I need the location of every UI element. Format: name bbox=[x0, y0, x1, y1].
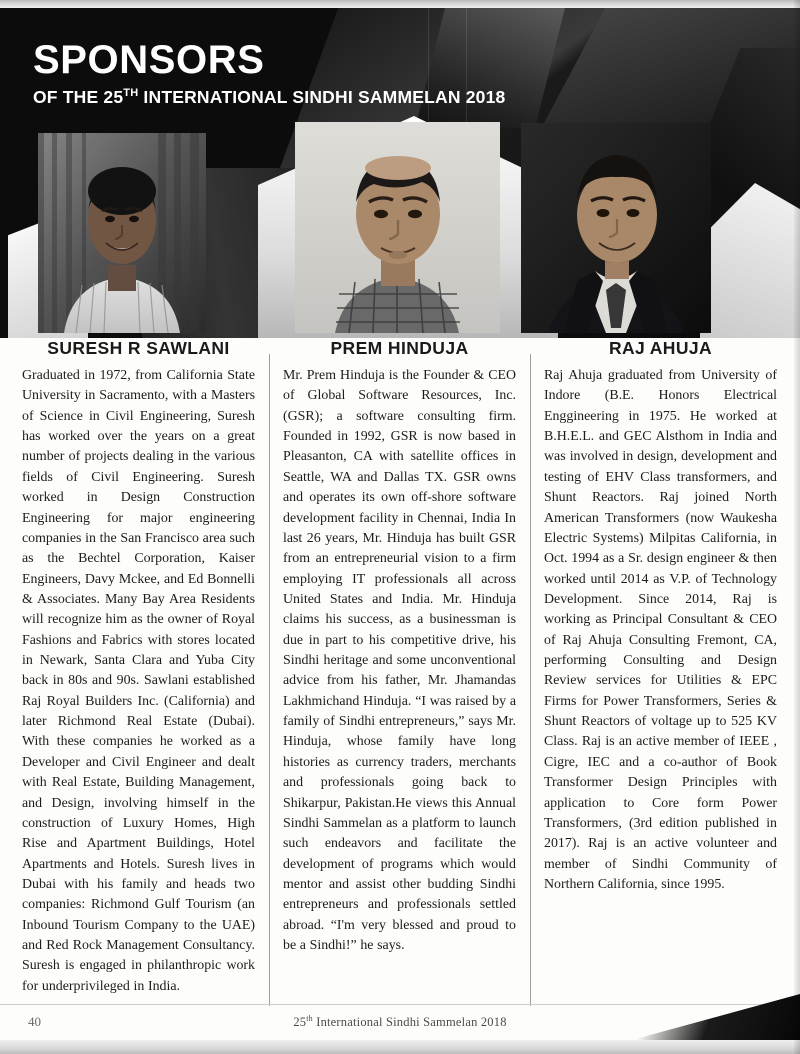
subtitle-pre: OF THE 25 bbox=[33, 87, 124, 107]
footer-ordinal-suffix: th bbox=[306, 1014, 313, 1023]
header-text-block bbox=[33, 40, 505, 108]
sponsor-columns bbox=[22, 338, 778, 1006]
sponsor-name-3: RAJ AHUJA bbox=[608, 338, 713, 358]
column-gutter-2 bbox=[516, 338, 544, 1006]
sponsor-name-2: PREM HINDUJA bbox=[330, 338, 469, 358]
page-right-edge bbox=[794, 0, 800, 1054]
page-title: SPONSORS bbox=[33, 38, 265, 82]
subtitle-post: INTERNATIONAL SINDHI SAMMELAN 2018 bbox=[138, 87, 506, 107]
portrait-suresh-r-sawlani bbox=[38, 133, 206, 333]
column-divider-1 bbox=[269, 354, 270, 1006]
sponsor-column-suresh-r-sawlani bbox=[22, 338, 255, 1006]
portrait-prem-hinduja bbox=[295, 122, 500, 333]
footer-rule bbox=[0, 1004, 800, 1005]
sponsor-column-raj-ahuja bbox=[544, 338, 777, 1006]
column-gutter-1 bbox=[255, 338, 283, 1006]
sponsor-column-prem-hinduja bbox=[283, 338, 516, 1006]
portrait-prem-hinduja-image bbox=[295, 122, 500, 333]
sponsor-bio-1: Graduated in 1972, from California State University in Sacramento, with a Masters of Science in Civil Engineering, Suresh has worked over the years on a great number of projects dealing in the various fields of Civil Engineering. Suresh worked in Design Construction Engineering for major engineering companies in the San Francisco area such as the Bechtel Corporation, Kaiser Engineers, Davy Mckee, and Ed Bonnelli & Associates. Many Bay Area Residents will recognize him as the owner of Royal Fashions and Fabrics with stores located in Newark, Santa Clara and Yuba City back in 80s and 90s. Sawlani established Raj Royal Builders Inc. (California) and later Richmond Real Estate (Dubai). With these companies he worked as a Developer and Civil Engineer and dealt with Real Estate, Building Management, and Design, involving himself in the construction of Luxury Homes, High Rise and Apartment Buildings, Hotel Apartments and Hotels. Suresh lives in Dubai with his family and heads two companies: Richmond Gulf Tourism (an Inbound Tourism Company to the UAE) and Red Rock Management Consultancy. Suresh is engaged in philanthropic work for underprivileged in India. bbox=[22, 368, 255, 994]
page-subtitle bbox=[33, 87, 505, 108]
sponsor-bio-3: Raj Ahuja graduated from University of Indore (B.E. Honors Electrical Enggineering in 1975. He worked at B.H.E.L. and GEC Alsthom in India and was involved in design, development and testing of EHV Class transformers, and Shunt Reactors. Raj joined North American Transformers (now Waukesha Electric Systems) Milpitas California, in Oct. 1994 as a Sr. design engineer & then worked until 2014 as V.P. of Technology Development. Since 2014, Raj is working as Principal Consultant & CEO of Raj Ahuja Consulting Fremont, CA, performing Consulting and Design Review services for Utilities & EPC Firms for Power Transformers, Series & Shunt Reactors of voltage up to 525 KV Class. Raj is an active member of IEEE , Cigre, IEC and a co-author of Book Transformer Design Principles with application to Core form Power Transformers, (3rd edition published in 2017). Raj is an active volunteer and member of Sindhi Community of Northern California, since 1995. bbox=[544, 368, 777, 892]
portrait-raj-ahuja-image bbox=[521, 123, 711, 333]
sponsor-name-1: SURESH R SAWLANI bbox=[47, 338, 230, 358]
page-number: 40 bbox=[28, 1014, 41, 1029]
footer-post: International Sindhi Sammelan 2018 bbox=[312, 1015, 507, 1030]
sponsor-bio-2: Mr. Prem Hinduja is the Founder & CEO of Global Software Resources, Inc. (GSR); a software consulting firm. Founded in 1992, GSR is now based in Pleasanton, CA with satellite offices in Seattle, WA and Dallas TX. GSR owns and operates its own off-shore software development facility in Chennai, India In last 26 years, Mr. Hinduja has built GSR from an entrepreneurial vision to a firm employing IT professionals all across United States and India. Mr. Hinduja claims his success, as a businessman is due in part to his competitive drive, his Sindhi heritage and some unconventional advice from his father, Mr. Jhamandas Lakhmichand Hinduja. “I was raised by a family of Sindhi entrepreneurs,” says Mr. Hinduja, whose family have long histories as currency traders, merchants and professionals going back to Shikarpur, Pakistan.He views this Annual Sindhi Sammelan as a platform to launch such endeavors and facilitate the development of programs which would mentor and assist other budding Sindhi entrepreneurs and professionals settled abroad. “I'm very blessed and proud to be a Sindhi!” he says. bbox=[283, 368, 516, 954]
portrait-raj-ahuja bbox=[521, 123, 711, 333]
column-divider-2 bbox=[530, 354, 531, 1006]
footer-pre: 25 bbox=[293, 1015, 307, 1030]
portrait-suresh-r-sawlani-image bbox=[38, 133, 206, 333]
page-top-edge bbox=[0, 0, 800, 8]
subtitle-ordinal-suffix: TH bbox=[123, 87, 139, 100]
page-bottom-edge bbox=[0, 1040, 800, 1054]
